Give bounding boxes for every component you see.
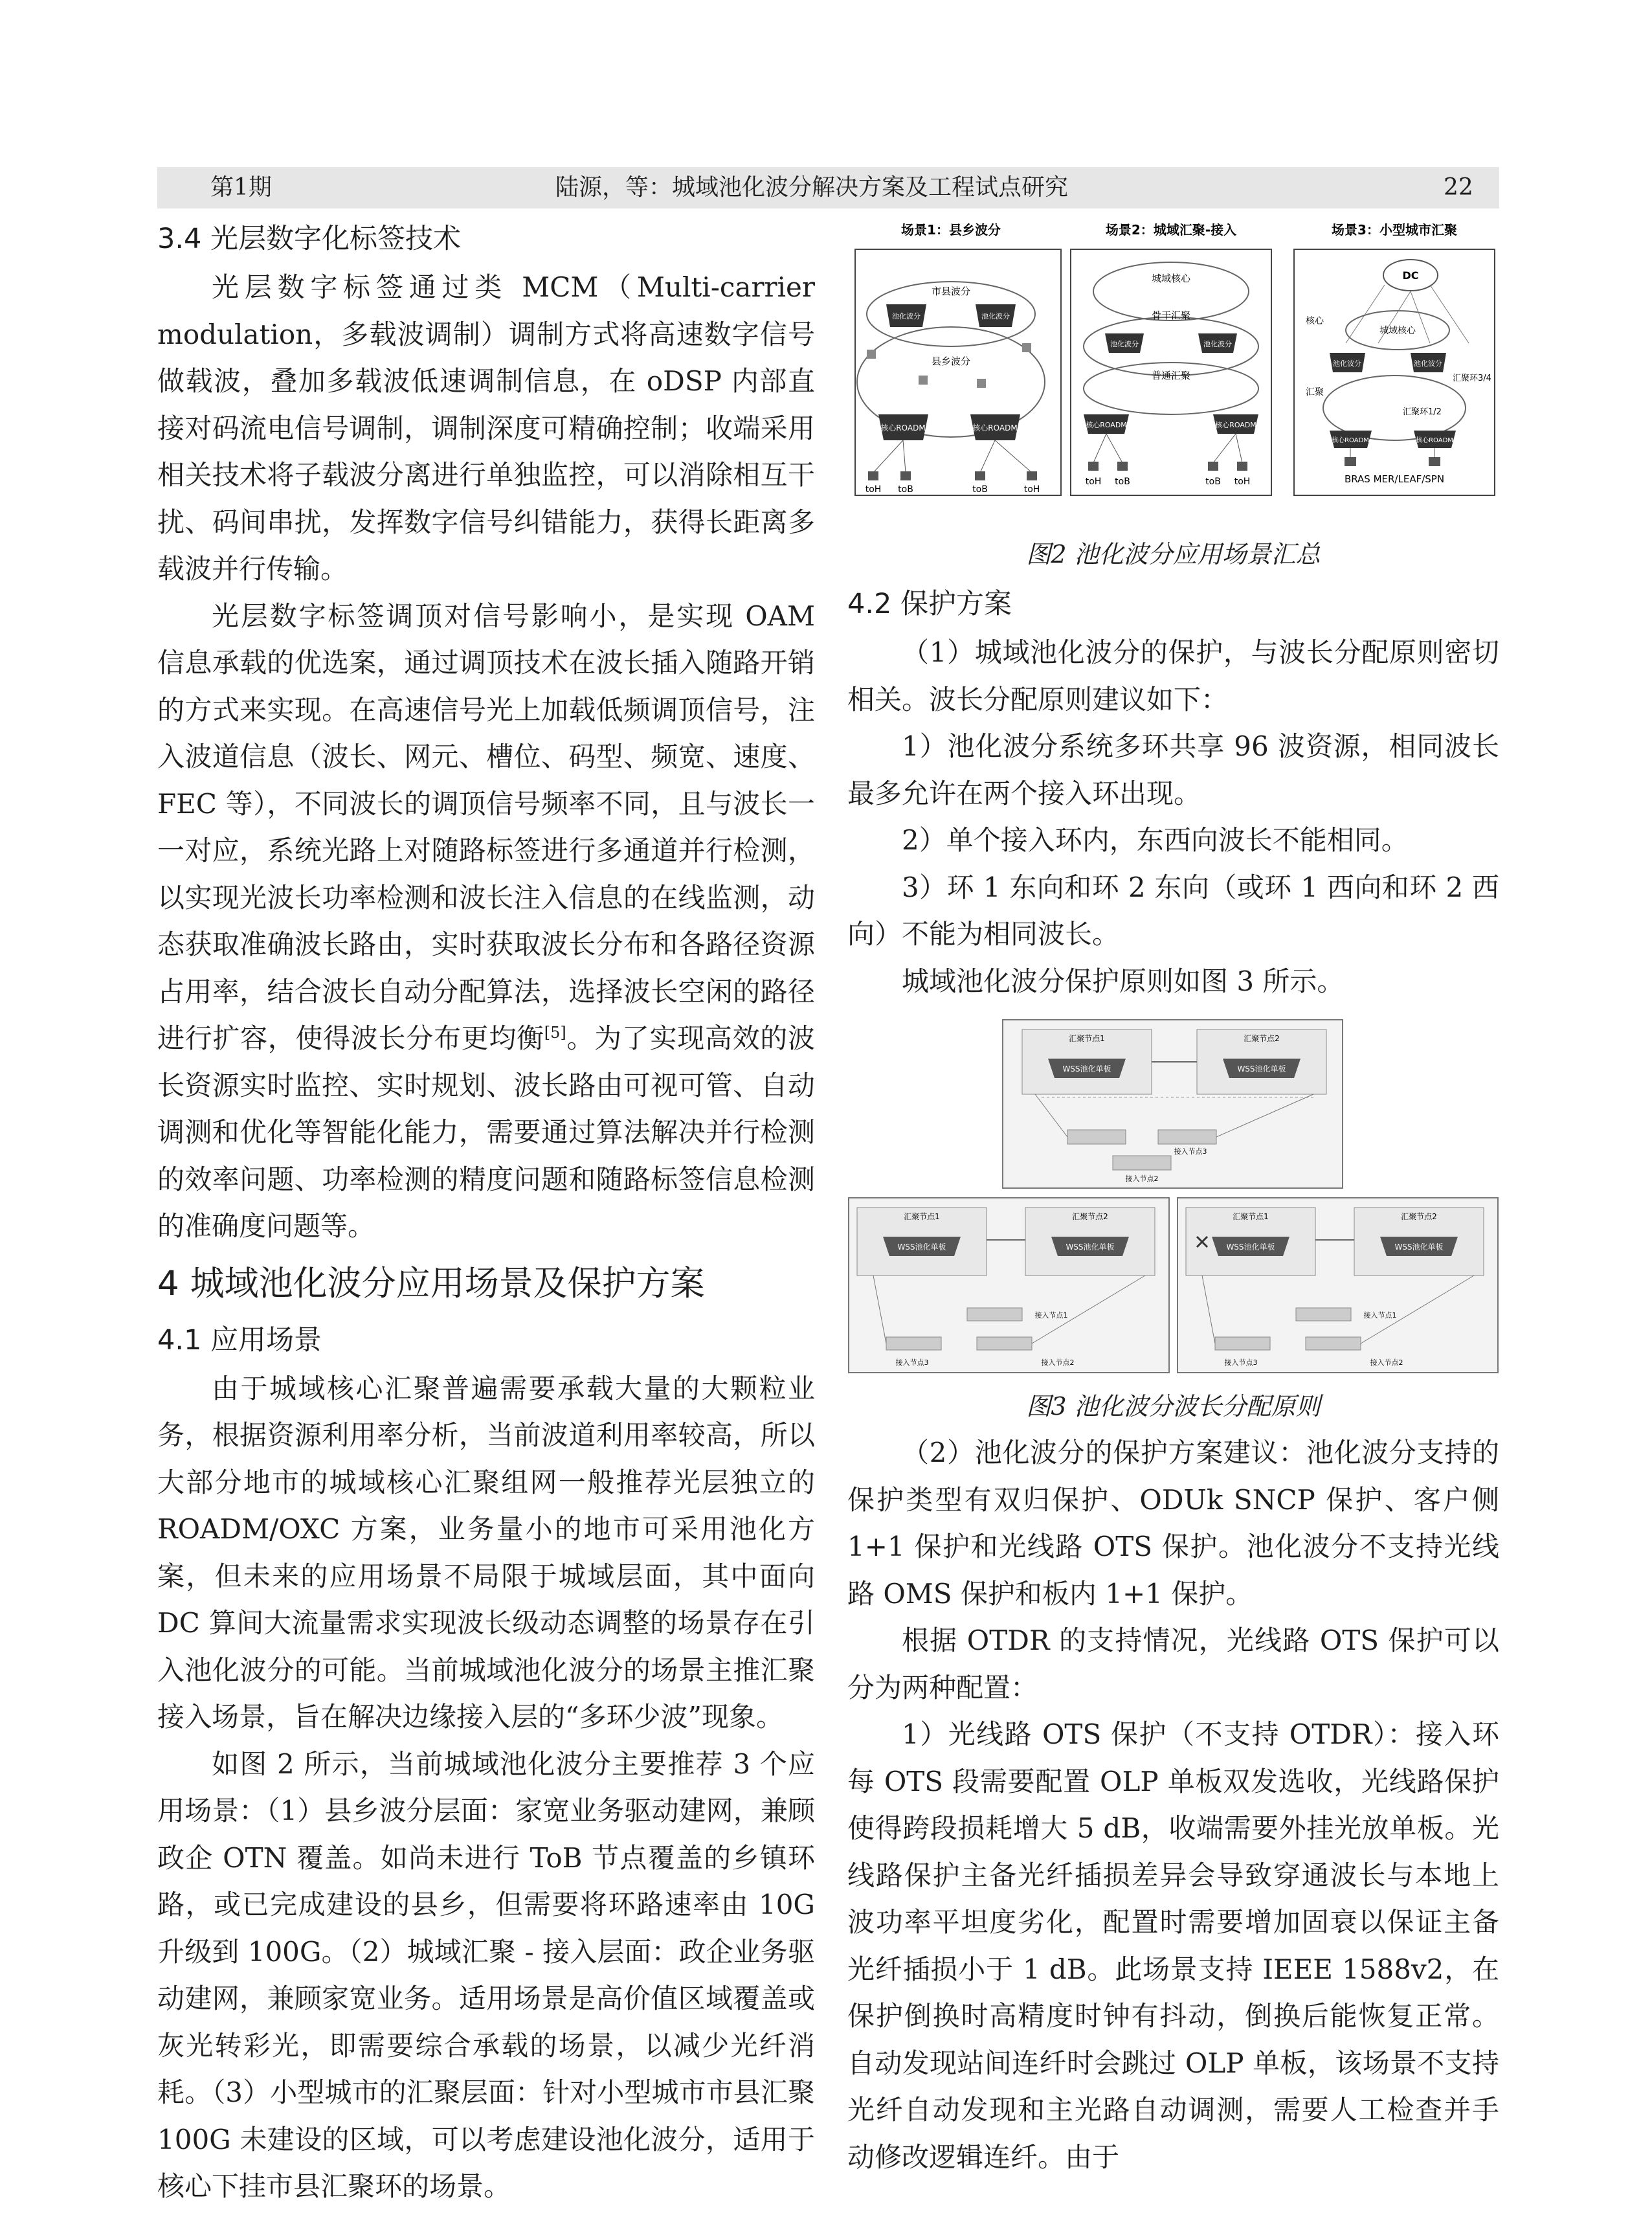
paragraph: （1）城域池化波分的保护，与波长分配原则密切相关。波长分配原则建议如下： bbox=[847, 636, 1499, 715]
paragraph: 2）单个接入环内，东西向波长不能相同。 bbox=[902, 824, 1409, 856]
scenario-2-panel bbox=[1071, 222, 1271, 495]
s1-leaf-label: toH bbox=[1023, 484, 1040, 495]
paragraph: 城域池化波分保护原则如图 3 所示。 bbox=[902, 965, 1345, 997]
s2-leaf-label: toH bbox=[1085, 477, 1102, 487]
fig3-wss-label: WSS池化单板 bbox=[1394, 1242, 1444, 1252]
s3-layer-label: 核心 bbox=[1306, 316, 1324, 326]
figure-2 bbox=[847, 214, 1499, 524]
fig3-agg-label: 汇聚节点2 bbox=[1072, 1212, 1108, 1221]
paper-title: 陆源，等：城域池化波分解决方案及工程试点研究 bbox=[555, 174, 1069, 201]
s2-roadm-label: 核心ROADM bbox=[1215, 421, 1256, 429]
fig3-bottom-left-panel bbox=[849, 1198, 1169, 1373]
scenario-2-title: 场景2：城域汇聚-接入 bbox=[1105, 222, 1237, 238]
fig3-access-label: 接入节点3 bbox=[1224, 1358, 1258, 1367]
fig3-access-label: 接入节点2 bbox=[1125, 1175, 1159, 1183]
scenario-3-title: 场景3：小型城市汇聚 bbox=[1332, 222, 1457, 238]
s3-roadm-label: 核心ROADM bbox=[1332, 437, 1369, 444]
s3-core-ring-label: 城域核心 bbox=[1379, 326, 1416, 336]
fig3-agg-label: 汇聚节点2 bbox=[1401, 1212, 1437, 1221]
scenario-1-title: 场景1：县乡波分 bbox=[901, 222, 1001, 238]
scenario-1-panel bbox=[855, 222, 1061, 495]
s1-ring-label: 市县波分 bbox=[931, 286, 971, 297]
fig3-access-label: 接入节点1 bbox=[1034, 1311, 1068, 1320]
s1-roadm-label: 核心ROADM bbox=[972, 423, 1018, 433]
paragraph: 如图 2 所示，当前城域池化波分主要推荐 3 个应用场景：（1）县乡波分层面：家宽业务驱动建网，兼顾政企 OTN 覆盖。如尚未进行 ToB 节点覆盖的乡镇环路，或已完成建设的县乡，但需要将环路速率由 10G 升级到 100G。（2）城域汇聚 - 接入层面：政企业务驱动建网，兼顾家宽业务。适用场景是高价值区域覆盖或灰光转彩光，即需要综合承载的场景，以减少光纤消耗。（3）小型城市的汇聚层面：针对小型城市市县汇聚 100G 未建设的区域，可以考虑建设池化波分，适用于核心下挂市县汇聚环的场景。 bbox=[157, 1748, 815, 2202]
fig3-bottom-right-panel bbox=[1178, 1198, 1498, 1373]
paragraph: 3）环 1 东向和环 2 东向（或环 1 西向和环 2 西向）不能为相同波长。 bbox=[847, 871, 1499, 950]
section-3-4-heading: 3.4 光层数字化标签技术 bbox=[157, 223, 462, 255]
s2-leaf-label: toB bbox=[1115, 477, 1130, 487]
running-header bbox=[157, 167, 1499, 208]
scenario-3-panel bbox=[1294, 222, 1495, 495]
s2-roadm-label: 核心ROADM bbox=[1086, 421, 1127, 429]
paragraph: 由于城域核心汇聚普遍需要承载大量的大颗粒业务，根据资源利用率分析，当前波道利用率较高，所以大部分地市的城域核心汇聚组网一般推荐光层独立的 ROADM/OXC 方案，业务量小的地市可采用池化方案，但未来的应用场景不局限于城域层面，其中面向 DC 算间大流量需求实现波长级动态调整的场景存在引入池化波分的可能。当前城域池化波分的场景主推汇聚接入场景，旨在解决边缘接入层的“多环少波”现象。 bbox=[157, 1372, 815, 1733]
fig3-access-label: 接入节点3 bbox=[895, 1358, 929, 1367]
fig3-agg-label: 汇聚节点2 bbox=[1244, 1034, 1280, 1043]
paragraph: 根据 OTDR 的支持情况，光线路 OTS 保护可以分为两种配置： bbox=[847, 1625, 1499, 1703]
section-4-2-heading: 4.2 保护方案 bbox=[847, 588, 1012, 620]
figure-2-diagram bbox=[847, 214, 1499, 524]
s1-ring-label: 县乡波分 bbox=[931, 355, 971, 367]
fig3-agg-label: 汇聚节点1 bbox=[1069, 1034, 1105, 1043]
paragraph: （2）池化波分的保护方案建议：池化波分支持的保护类型有双归保护、ODUk SNCP 保护、客户侧 1+1 保护和光线路 OTS 保护。池化波分不支持光线路 OMS 保护和板内 1+1 保护。 bbox=[847, 1437, 1499, 1610]
fig3-wss-label: WSS池化单板 bbox=[1062, 1064, 1111, 1074]
right-column bbox=[847, 214, 1499, 2181]
s3-node-label: 池化波分 bbox=[1333, 359, 1361, 368]
paragraph: 光层数字标签通过类 MCM（Multi-carrier modulation，多载波调制）调制方式将高速数字信号做载波，叠加多载波低速调制信息，在 oDSP 内部直接对码流电信号调制，调制深度可精确控制；收端采用相关技术将子载波分离进行单独监控，可以消除相互干扰、码间串扰，发挥数字信号纠错能力，获得长距离多载波并行传输。 bbox=[157, 271, 815, 585]
section-4-1-heading: 4.1 应用场景 bbox=[157, 1323, 322, 1356]
s1-node-label: 池化波分 bbox=[892, 312, 921, 320]
fig3-access-label: 接入节点3 bbox=[1174, 1147, 1207, 1156]
fig3-top-panel bbox=[1003, 1020, 1343, 1188]
s2-leaf-label: toH bbox=[1234, 477, 1251, 487]
s3-node-label: 池化波分 bbox=[1414, 359, 1442, 368]
fig3-wss-label: WSS池化单板 bbox=[1226, 1242, 1275, 1252]
s2-ring-label: 普通汇聚 bbox=[1151, 370, 1191, 381]
s2-ring-label: 城域核心 bbox=[1151, 273, 1191, 284]
page-number: 22 bbox=[1444, 174, 1473, 201]
figure-3 bbox=[847, 1017, 1499, 1379]
s3-ring-label: 汇聚环3/4 bbox=[1453, 374, 1491, 383]
issue-number: 第1期 bbox=[210, 174, 272, 201]
s2-node-label: 池化波分 bbox=[1110, 340, 1139, 348]
paragraph: 1）池化波分系统多环共享 96 波资源，相同波长最多允许在两个接入环出现。 bbox=[847, 730, 1499, 809]
paragraph-text: 光层数字标签调顶对信号影响小，是实现 OAM 信息承载的优选案，通过调顶技术在波长插入随路开销的方式来实现。在高速信号光上加载低频调顶信号，注入波道信息（波长、网元、槽位、码型、频宽、速度、FEC 等），不同波长的调顶信号频率不同，且与波长一一对应，系统光路上对随路标签进行多通道并行检测，以实现光波长功率检测和波长注入信息的在线监测，动态获取准确波长路由，实时获取波长分布和各路径资源占用率，结合波长自动分配算法，选择波长空闲的路径进行扩容，使得波长分布更均衡 bbox=[157, 600, 815, 1054]
paragraph bbox=[157, 593, 815, 1250]
fig3-agg-label: 汇聚节点1 bbox=[1233, 1212, 1269, 1221]
figure-3-diagram bbox=[847, 1017, 1499, 1379]
s3-dc-label: DC bbox=[1402, 269, 1419, 282]
paragraph-text: 。为了实现高效的波长资源实时监控、实时规划、波长路由可视可管、自动调测和优化等智能化能力，需要通过算法解决并行检测的效率问题、功率检测的精度问题和随路标签信息检测的准确度问题等。 bbox=[157, 1022, 815, 1242]
fig3-access-label: 接入节点2 bbox=[1370, 1358, 1403, 1367]
fig3-access-label: 接入节点1 bbox=[1363, 1311, 1397, 1320]
fig3-wss-label: WSS池化单板 bbox=[897, 1242, 946, 1252]
figure-2-caption: 图2 池化波分应用场景汇总 bbox=[1026, 540, 1321, 568]
s3-ring-label: 汇聚环1/2 bbox=[1403, 407, 1442, 417]
s2-ring-label: 骨干汇聚 bbox=[1151, 309, 1191, 321]
s1-node-label: 池化波分 bbox=[981, 312, 1010, 320]
figure-3-caption: 图3 池化波分波长分配原则 bbox=[1026, 1392, 1321, 1421]
left-column bbox=[157, 214, 815, 2210]
fig3-access-label: 接入节点2 bbox=[1041, 1358, 1075, 1367]
paragraph: 1）光线路 OTS 保护（不支持 OTDR）：接入环每 OTS 段需要配置 OLP 单板双发选收，光线路保护使得跨段损耗增大 5 dB，收端需要外挂光放单板。光线路保护主备光纤插损差异会导致穿通波长与本地上波功率平坦度劣化，配置时需要增加固衰以保证主备光纤插损小于 1 dB。此场景支持 IEEE 1588v2，在保护倒换时高精度时钟有抖动，倒换后能恢复正常。自动发现站间连纤时会跳过 OLP 单板，该场景不支持光纤自动发现和主光路自动调测，需要人工检查并手动修改逻辑连纤。由于 bbox=[847, 1718, 1499, 2173]
s3-roadm-label: 核心ROADM bbox=[1416, 437, 1453, 444]
s3-layer-label: 汇聚 bbox=[1306, 387, 1324, 398]
s1-roadm-label: 核心ROADM bbox=[880, 423, 926, 433]
s3-leaf-label: BRAS MER/LEAF/SPN bbox=[1344, 473, 1445, 485]
s2-leaf-label: toB bbox=[1205, 477, 1221, 487]
s1-leaf-label: toB bbox=[972, 484, 988, 495]
fig3-wss-label: WSS池化单板 bbox=[1066, 1242, 1115, 1252]
fig3-agg-label: 汇聚节点1 bbox=[904, 1212, 940, 1221]
s1-leaf-label: toB bbox=[898, 484, 913, 495]
citation-ref: [5] bbox=[544, 1024, 566, 1042]
fig3-wss-label: WSS池化单板 bbox=[1237, 1064, 1286, 1074]
s1-leaf-label: toH bbox=[865, 484, 882, 495]
section-4-heading: 4 城域池化波分应用场景及保护方案 bbox=[157, 1263, 705, 1303]
s2-node-label: 池化波分 bbox=[1203, 340, 1232, 348]
